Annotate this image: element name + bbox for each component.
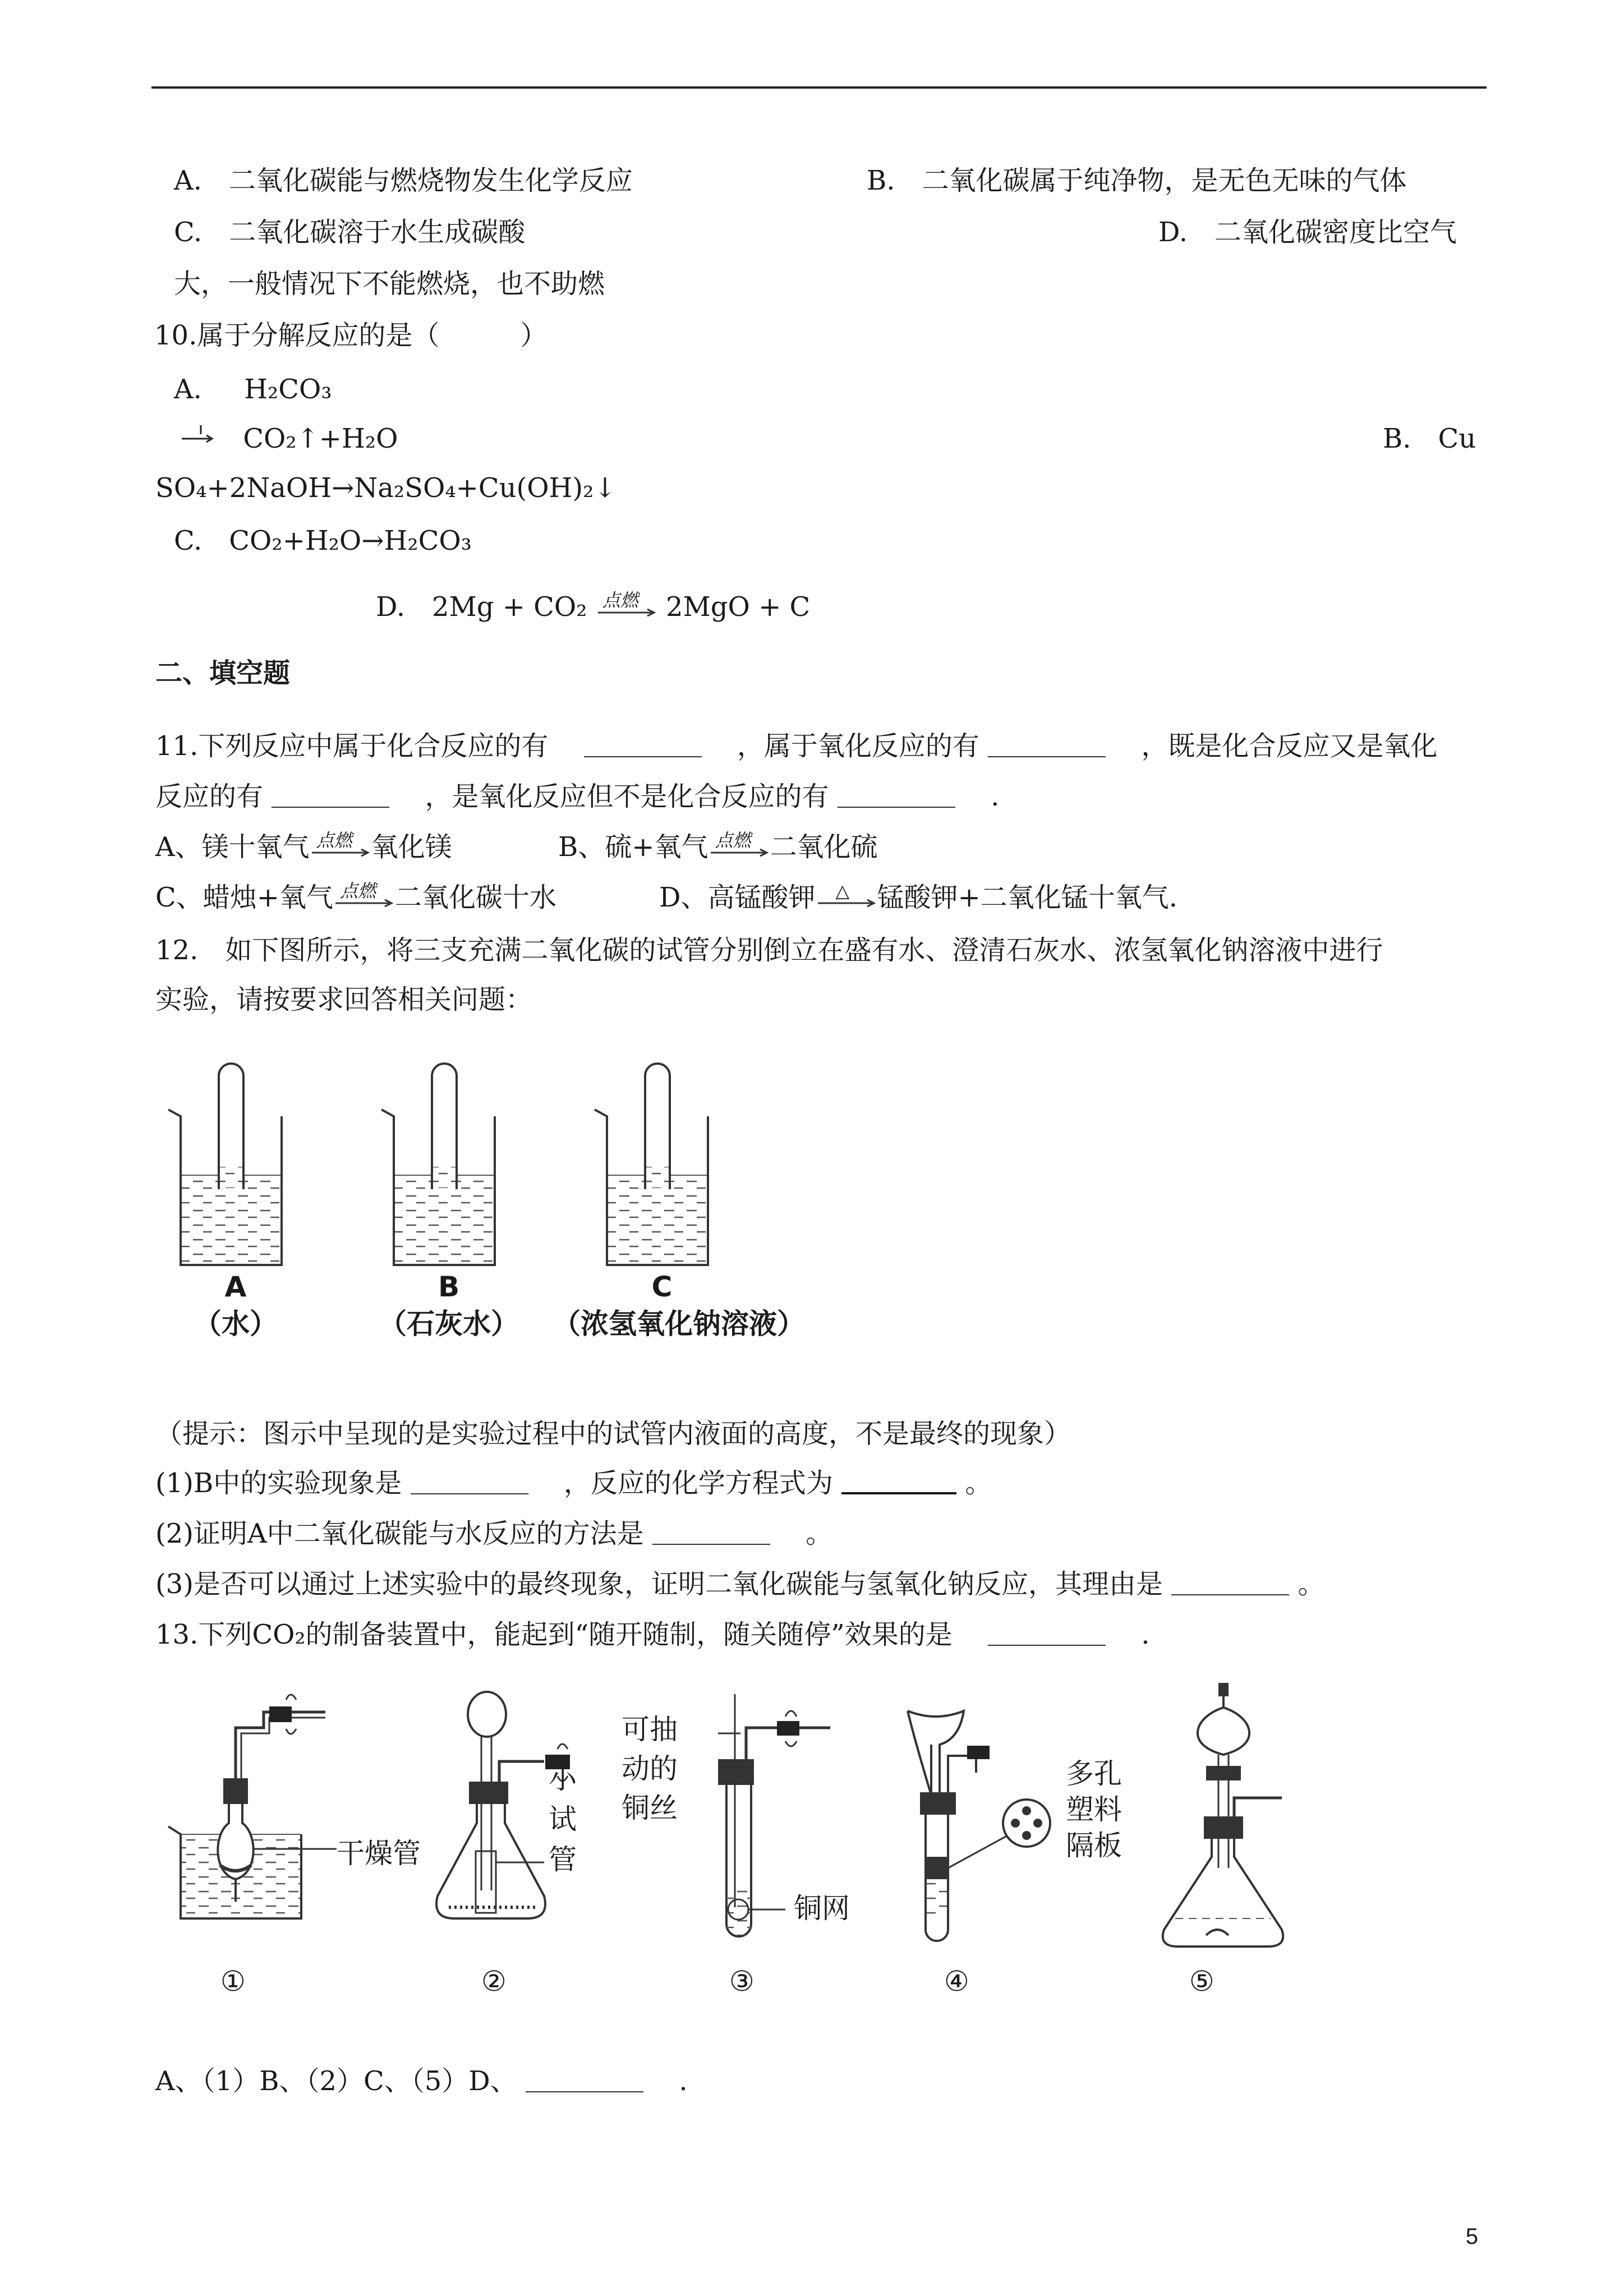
q11-option-b-left: B、硫+氧气 <box>558 831 709 863</box>
label-porous-plate <box>1066 1756 1122 1864</box>
q11-option-d-left: D、高锰酸钾 <box>659 882 816 913</box>
beaker-figures <box>168 1060 841 1273</box>
q11-option-a <box>155 830 452 864</box>
q12-blank-2[interactable] <box>841 1466 956 1494</box>
q10-option-d <box>376 590 810 624</box>
apparatus-4 <box>908 1711 1050 1941</box>
label-line: 小 <box>549 1763 577 1795</box>
q12-blank-3[interactable] <box>652 1518 770 1545</box>
q12-hint: （提示：图示中呈现的是实验过程中的试管内液面的高度，不是最终的现象） <box>155 1418 1071 1450</box>
header-rule <box>151 86 1487 89</box>
apparatus-number-2: ② <box>481 1965 507 1998</box>
q11-line1 <box>155 729 1437 763</box>
q10-option-d-suffix: 2MgO + C <box>666 591 811 623</box>
q12-text: (3)是否可以通过上述实验中的最终现象，证明二氧化碳能与氢氧化钠反应，其理由是 <box>155 1568 1163 1600</box>
q11-blank-3[interactable] <box>272 781 389 808</box>
section-title: 二、填空题 <box>155 657 291 689</box>
q10-stem: 10.属于分解反应的是（ ） <box>154 320 548 351</box>
q12-text: 。 <box>806 1518 833 1549</box>
figure-b-caption: （石灰水） <box>379 1308 519 1340</box>
q12-line1: 12. 如下图所示，将三支充满二氧化碳的试管分别倒立在盛有水、澄清石灰水、浓氢氧化钠溶液中进行 <box>155 935 1383 966</box>
q10-option-a-products: CO₂↑+H₂O <box>243 423 398 454</box>
q9-option-a: A. 二氧化碳能与燃烧物发生化学反应 <box>174 165 633 196</box>
figure-a-letter: A <box>224 1271 247 1303</box>
q12-blank-1[interactable] <box>411 1467 528 1494</box>
q10-option-c: C. CO₂+H₂O→H₂CO₃ <box>174 525 472 556</box>
apparatus-number-3: ③ <box>729 1965 755 1998</box>
q11-text: ，属于氧化反应的有 <box>737 730 979 762</box>
q12-text: 。 <box>965 1467 992 1499</box>
q11-text: ，既是化合反应又是氧化 <box>1141 730 1438 762</box>
q12-sub2 <box>155 1517 832 1550</box>
figure-c-letter: C <box>651 1271 673 1303</box>
q10-option-b: B. Cu <box>1383 423 1476 454</box>
q11-option-d <box>659 881 1177 914</box>
q10-option-a-formula: H₂CO₃ <box>244 374 332 405</box>
page-number: 5 <box>1465 2224 1478 2249</box>
q11-option-b <box>558 830 878 864</box>
q13-options <box>155 2064 688 2098</box>
q9-option-d-cont: 大，一般情况下不能燃烧，也不助燃 <box>174 268 605 300</box>
q13-text: 13.下列CO₂的制备装置中，能起到“随开随制，随关随停”效果的是 <box>155 1619 953 1650</box>
beaker-c <box>595 1064 708 1265</box>
q13-stem <box>155 1618 1150 1651</box>
ignite-arrow <box>709 831 770 859</box>
q9-option-d: D. 二氧化碳密度比空气 <box>1158 217 1457 248</box>
label-line: 管 <box>549 1843 577 1876</box>
arrow-icon <box>816 899 877 908</box>
figure-b-letter: B <box>438 1271 460 1303</box>
q9-option-b: B. 二氧化碳属于纯净物，是无色无味的气体 <box>867 165 1407 196</box>
label-dry-tube: 干燥管 <box>337 1837 421 1870</box>
beaker-b <box>381 1064 495 1265</box>
arrow-icon <box>596 608 657 617</box>
apparatus-number-5: ⑤ <box>1189 1965 1214 1998</box>
label-small-tube <box>549 1759 577 1880</box>
q12-sub1 <box>155 1466 992 1500</box>
figure-c-caption: （浓氢氧化钠溶液） <box>553 1308 805 1340</box>
heat-condition: △ <box>835 880 850 901</box>
q11-option-c-left: C、蜡烛+氧气 <box>155 882 333 913</box>
apparatus-5 <box>1163 1683 1283 1947</box>
ignite-arrow <box>596 591 657 619</box>
q13-blank-1[interactable] <box>988 1619 1106 1646</box>
decompose-arrow-icon <box>178 422 218 450</box>
q11-option-d-right: 锰酸钾+二氧化锰十氧气. <box>877 882 1177 913</box>
beaker-a <box>168 1064 282 1265</box>
label-line: 多孔 <box>1066 1757 1122 1790</box>
figure-a-caption: （水） <box>194 1308 278 1340</box>
arrow-icon <box>709 848 770 857</box>
apparatus-figures <box>151 1683 1301 2031</box>
ignite-condition: 点燃 <box>339 880 376 901</box>
q11-line2 <box>155 780 999 813</box>
q11-blank-2[interactable] <box>988 730 1106 757</box>
q12-text: ，反应的化学方程式为 <box>563 1467 833 1499</box>
q11-text: ，是氧化反应但不是化合反应的有 <box>425 781 829 812</box>
arrow-icon <box>310 848 371 857</box>
q13-blank-2[interactable] <box>526 2065 643 2092</box>
q10-option-b-cont: SO₄+2NaOH→Na₂SO₄+Cu(OH)₂↓ <box>155 472 617 504</box>
q10-option-a <box>174 372 332 406</box>
apparatus-number-4: ④ <box>944 1965 969 1998</box>
heat-arrow <box>816 882 877 910</box>
q11-blank-1[interactable] <box>584 730 702 757</box>
label-line: 隔板 <box>1066 1829 1122 1862</box>
label-copper-mesh: 铜网 <box>794 1892 850 1925</box>
label-line: 动的 <box>622 1752 678 1785</box>
q11-option-a-right: 氧化镁 <box>371 831 452 863</box>
q11-text: . <box>991 781 1000 812</box>
label-copper-wire <box>622 1710 678 1828</box>
q11-blank-4[interactable] <box>838 781 955 808</box>
q11-option-c-right: 二氧化碳十水 <box>394 882 556 913</box>
q12-text: (2)证明A中二氧化碳能与水反应的方法是 <box>155 1518 644 1549</box>
q11-option-a-left: A、镁十氧气 <box>155 831 310 863</box>
ignite-arrow <box>310 831 371 859</box>
q11-option-b-right: 二氧化硫 <box>770 831 878 863</box>
q10-option-a-reaction <box>178 422 398 455</box>
ignite-condition: 点燃 <box>602 590 638 611</box>
label-line: 塑料 <box>1066 1793 1122 1826</box>
q10-option-d-prefix: D. 2Mg + CO₂ <box>376 591 587 623</box>
ignite-condition: 点燃 <box>715 830 751 851</box>
q11-text: 11.下列反应中属于化合反应的有 <box>155 730 549 762</box>
ignite-condition: 点燃 <box>316 830 352 851</box>
q12-text: (1)B中的实验现象是 <box>155 1467 402 1499</box>
apparatus-number-1: ① <box>220 1965 246 1998</box>
label-line: 铜丝 <box>622 1792 678 1824</box>
q12-blank-4[interactable] <box>1171 1568 1289 1595</box>
ignite-arrow <box>333 882 395 910</box>
q13-text: . <box>1141 1619 1150 1650</box>
q12-text: 。 <box>1298 1568 1325 1600</box>
q12-line2: 实验，请按要求回答相关问题： <box>155 984 533 1015</box>
label-line: 试 <box>549 1803 577 1835</box>
q13-options-text: A、（1）B、（2）C、（5）D、 <box>155 2065 517 2097</box>
q11-text: 反应的有 <box>155 781 264 812</box>
apparatus-1 <box>168 1695 337 1918</box>
q10-option-a-label: A. <box>174 374 202 405</box>
q13-options-text: . <box>679 2065 688 2097</box>
q9-option-c: C. 二氧化碳溶于水生成碳酸 <box>174 217 526 248</box>
q11-option-c <box>155 881 556 914</box>
q12-sub3 <box>155 1567 1325 1601</box>
label-line: 可抽 <box>622 1713 678 1746</box>
arrow-icon <box>333 899 395 908</box>
